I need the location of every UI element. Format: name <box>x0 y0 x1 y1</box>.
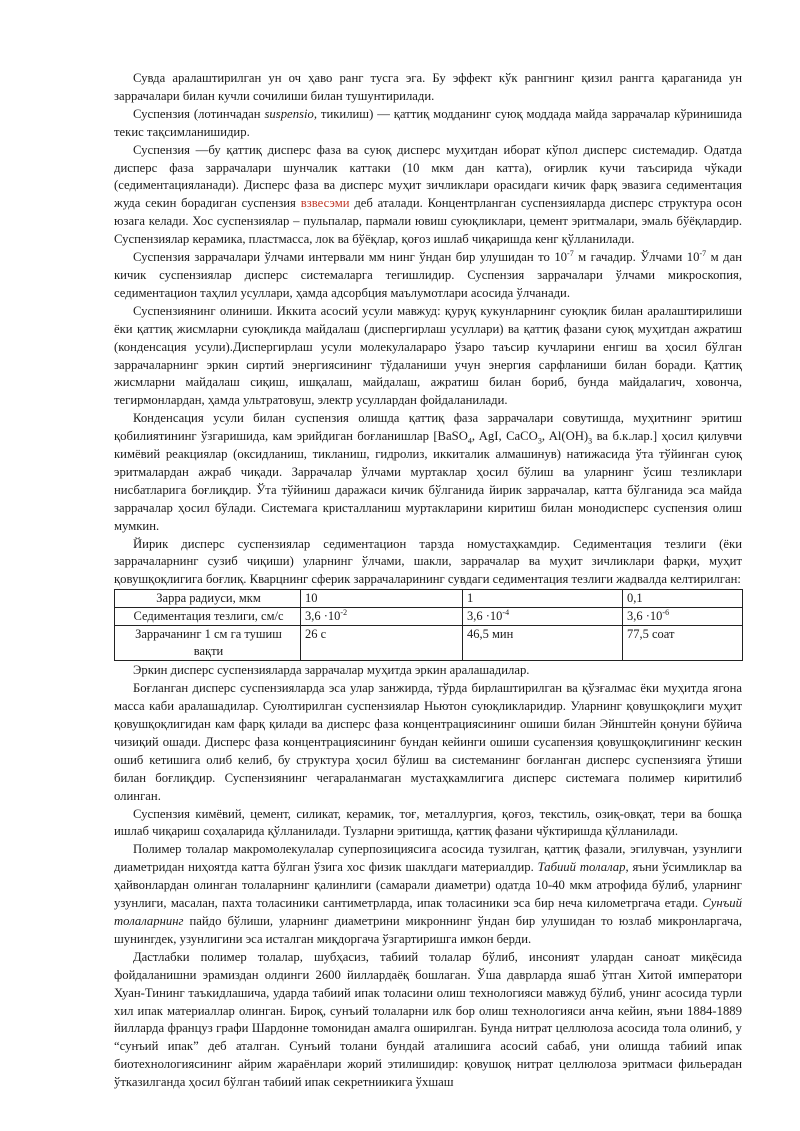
table-cell <box>463 608 623 626</box>
paragraph: Йирик дисперс суспензиялар седиментацион тарзда номустаҳкамдир. Седиментация тезлиги (ёки заррачаларнинг сузиб чиқиши) уларнинг ўлчами, шакли, заррачалар ва муҳит зичликлари фарқи, муҳит қовушқоқлигига боғлиқ. Кварцнинг сферик заррачаларининг сувдаги седиментация тезлиги жадвалда келтирилган: <box>114 536 742 587</box>
italic-term: Сунъий толаларнинг <box>114 896 742 928</box>
text-run: Конденсация усули билан суспензия олишда қаттиқ фаза заррачалари совутишда, муҳитнинг эритиш қобилиятининг ўзгаришида, кам эрийдиган боғланишлар [BaSO <box>114 411 742 444</box>
highlighted-term: взвесэми <box>300 196 350 211</box>
text-run: Полимер толалар макромолекулалар суперпозициясига асосида тузилган, қаттиқ фазали, эгилувчан, узунлиги диаметридан ниҳоятда катта бўлган ўзига хос физик шаклдаги материалдир. <box>114 842 742 875</box>
text-run: яъни ўсимликлар ва ҳайвонлардан олинган толаларнинг қалинлиги (самарали диаметри) одатда 10-40 мкм атрофида бўлиб, уларнинг узунлиги, масалан, пахта толасиники сантиметрларда, ипак толасиники эса бир неча километргача етади. <box>114 860 743 911</box>
table-cell: Заррачанинг 1 см га тушиш вақти <box>115 626 301 661</box>
paragraph: Дастлабки полимер толалар, шубҳасиз, табиий толалар бўлиб, инсоният улардан саноат миқёсида фойдаланишни эрамиздан олдинги 2600 йиллардаёқ бошлаган. Ўша даврларда яшаб ўтган Хитой императори Хуан-Тининг таъкидлашича, ударда табиий ипак толасини олиш технологияси мавжуд бўлиб, унинг асосида турли хил ипак материаллар олинган. Бироқ, сунъий толаларни илк бор олиш технологияси анча кейин, яъни 1884-1889 йилларда француз графи Шардонне томонидан амалга оширилган. Бунда нитрат целлюлоза асосида тола олиниб, у “сунъий ипак” деб аталган. Сунъий толани бундай аталишига асосий сабаб, уни олишда табиий ипак биотехнологиясининг айрим жараёнлари жорий этилишидир: қовушоқ нитрат целлюлоза эритмаси фильерадан ўтказилганда ҳосил бўлган табиий ипак секретниикига ўхшаш <box>114 949 742 1090</box>
text-run: ва б.к.лар.] ҳосил қилувчи кимёвий реакциялар (оксидланиш, тикланиш, гидролиз, иккиталик алмашинув) натижасида ўта тўйинган суюқ эритмалардан ажраб чиқади. Заррачалар ўлчами муртаклар ҳосил бўлиш ва уларнинг ўсиш тезликлари нисбатларига боғлиқдир. Ўта тўйиниш даражаси кичик бўлганида йирик заррачалар, катта бўлганида эса майда заррачалар ҳосил бўлади. Системага кристалланиш муртакларини киритиш билан монодисперс суспензия олиш мумкин. <box>114 429 743 533</box>
sedimentation-table <box>114 589 743 661</box>
paragraph <box>114 841 742 948</box>
text-run: тикилиш) — қаттиқ модданинг суюқ моддада майда заррачалар кўринишида текис тақсимланишидир. <box>114 106 743 139</box>
table-cell <box>301 608 463 626</box>
text-run: м дан кичик суспензиялар дисперс системаларга тегишлидир. Суспензия заррачалари ўлчами микроскопия, седиментацион таҳлил усуллари, ҳамда адсорбция маълумотлари асосида ўлчанади. <box>114 250 742 300</box>
exponent: -6 <box>662 608 670 618</box>
cell-value: 3,6 ·10 <box>627 609 663 624</box>
table-row <box>115 608 743 626</box>
text-run: Суспензия (лотинчадан <box>133 106 265 121</box>
exponent: -7 <box>699 248 707 258</box>
subscript: 4 <box>467 436 472 446</box>
text-run: м гачадир. Ўлчами 10 <box>573 250 700 265</box>
text-run: деб аталади. Концентрланган суспензияларда дисперс структура осон юзага келади. Хос суспензиялар – пульпалар, пармали ювиш суюқликлари, цемент эритмалари, эмаль бўёқлардир. Суспензиялар керамика, пластмасса, лок ва бўёқлар, қоғоз ишлаб чиқаришда кенг қўлланилади. <box>114 196 742 247</box>
paragraph: Боғланган дисперс суспензияларда эса улар занжирда, тўрда бирлаштирилган ва қўзғалмас ёки муҳитда ягона масса каби аралашадилар. Суюлтирилган суспензиялар Ньютон суюқликларидир. Уларнинг қовушқоқлиги муҳит қовушқоқлигидан кам фарқ қилади ва дисперс фаза концентрациясининг ошиши билан Эйнштейн қонуни бўйича чизиқий ошади. Дисперс фаза концентрациясининг бундан кейинги ошиши сусапензия қовушқоқлигининг кескин ошиб кетишига олиб келиб, бу структура ҳосил бўлиш ва системанинг боғланган дисперс суспензияга ўтиши билан боғлиқдир. Суспензиянинг чегараланмаган мустаҳкамлигига дисперс системага полимер киритилиб олинган. <box>114 681 742 803</box>
table-row <box>115 590 743 608</box>
table-cell: Зарра радиуси, мкм <box>115 590 301 608</box>
paragraph: Эркин дисперс суспензияларда заррачалар муҳитда эркин аралашадилар. <box>133 663 530 678</box>
table-cell: 1 <box>463 590 623 608</box>
document-page <box>114 70 742 1092</box>
paragraph <box>114 249 742 303</box>
table-row <box>115 626 743 661</box>
exponent: -4 <box>502 608 510 618</box>
text-run: , AgI, CaCO <box>471 429 538 444</box>
table-cell: 0,1 <box>623 590 743 608</box>
subscript: 3 <box>537 436 542 446</box>
table-cell: 46,5 мин <box>463 626 623 661</box>
paragraph: Суспензия кимёвий, цемент, силикат, керамик, тоғ, металлургия, қоғоз, текстиль, озиқ-овқат, тери ва бошқа ишлаб чиқариш соҳаларида қўлланилади. Тузларни эритишда, қаттиқ фазани чўктиришда қўлланилади. <box>114 806 742 839</box>
latin-term: suspensio, <box>264 106 318 121</box>
italic-term: Табиий толалар, <box>537 860 629 875</box>
cell-value: 3,6 ·10 <box>305 609 341 624</box>
table-cell: 10 <box>301 590 463 608</box>
text-run: пайдо бўлиши, уларнинг диаметрини микроннинг ўндан бир улушидан то юзлаб микронларгача, шунингдек, узунлигини эса исталган миқдоргача ўзгартиришга имкон берди. <box>114 913 742 946</box>
paragraph <box>114 142 742 249</box>
text-run: Суспензия —бу қаттиқ дисперс фаза ва суюқ дисперс муҳитдан иборат кўпол дисперс системадир. Одатда дисперс фаза заррачалари шунчалик каттаки (10 мкм дан катта), оғирлик кучи таъсирида чўкади (седиментацияланади). Дисперс фаза ва дисперс муҳит зичликлари орасидаги кичик фарқ эвазига седиментация жуда секин борадиган суспензия <box>114 142 742 211</box>
table-cell: 77,5 соат <box>623 626 743 661</box>
table-cell <box>623 608 743 626</box>
paragraph <box>114 410 742 535</box>
paragraph: Сувда аралаштирилган ун оч ҳаво ранг тусга эга. Бу эффект кўк рангнинг қизил рангга қараганида ун заррачалари билан кучли сочилиши билан тушунтирилади. <box>114 71 742 103</box>
exponent: -7 <box>567 248 574 258</box>
table-cell: 26 с <box>301 626 463 661</box>
paragraph <box>114 106 742 142</box>
paragraph: Суспензиянинг олиниши. Иккита асосий усули мавжуд: қуруқ кукунларнинг суюқлик билан аралаштирилиши ёки қаттиқ жисмларни суюқликда майдалаш (диспергирлаш усуллари) ва қаттиқ фазани суюқ муҳитдан ажратиш (конденсация усули).Диспергирлаш усули молекулалараро ўзаро таъсир кучларини енгиш ва ҳосил бўлган заррачаларнинг эркин сиртий энергиясининг тўдаланиши учун энергия сарфланиши билан боради. Қаттиқ жисмларни майдалаш сиқиш, ишқалаш, майдалаш, ажратиш билан бориб, бунда майдалагич, ховонча, тегирмонлардан, ҳамда ультратовуш, электр усуллардан фойдаланилади. <box>114 303 742 408</box>
text-run: , Al(OH) <box>541 429 589 444</box>
subscript: 3 <box>588 436 593 446</box>
table-cell: Седиментация тезлиги, см/с <box>115 608 301 626</box>
text-run: Суспензия заррачалари ўлчами интервали мм нинг ўндан бир улушидан то 10 <box>133 250 568 265</box>
cell-value: 3,6 ·10 <box>467 609 503 624</box>
exponent: -2 <box>340 608 348 618</box>
